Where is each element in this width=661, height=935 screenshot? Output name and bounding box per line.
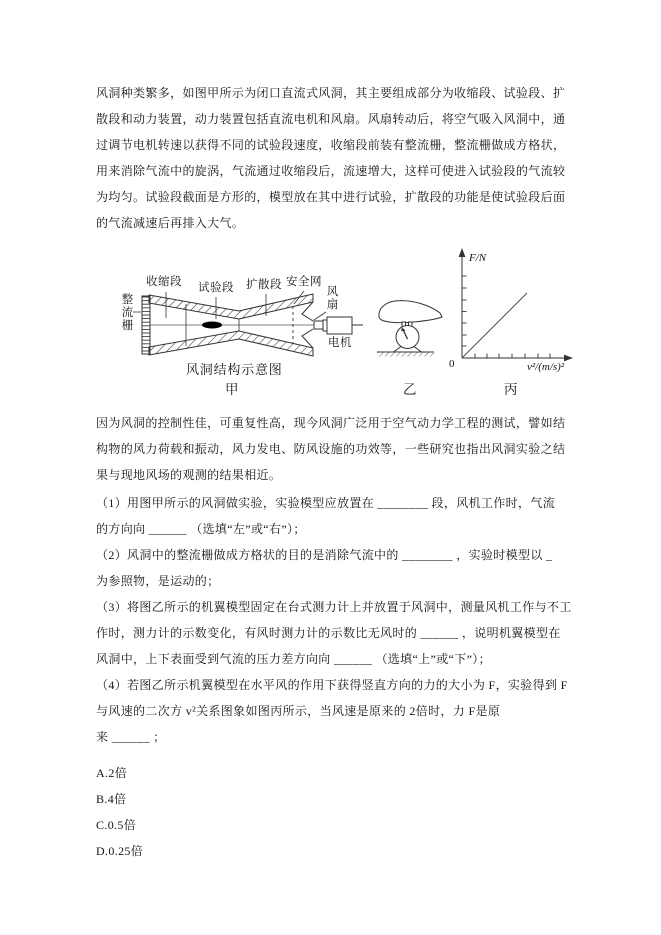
force-gauge <box>396 326 419 349</box>
y-axis-label: F/N <box>469 252 487 264</box>
question-1-line: 的方向向 ______ （选填“左”或“右”）； <box>96 522 306 536</box>
question-1-line: （1）用图甲所示的风洞做实验，实验模型应放置在 ________ 段，风机工作时，气流 <box>96 496 556 510</box>
figure-diagram <box>0 245 661 400</box>
origin-label: 0 <box>449 358 455 370</box>
question-4-line: 与风速的二次方 v²关系图象如图丙所示，当风速是原来的 2倍时，力 F是原 <box>96 704 501 718</box>
rectifier-label: 整流栅 <box>120 293 133 332</box>
context-paragraph <box>96 410 565 488</box>
intro-line: 风洞种类繁多，如图甲所示为闭口直流式风洞，其主要组成部分为收缩段、试验段、扩 <box>96 86 566 100</box>
question-4-line: 来 ______ ； <box>96 730 166 744</box>
figure-strip <box>0 245 661 400</box>
fan-hub <box>314 321 323 329</box>
intro-line: 散段和动力装置，动力装置包括直流电机和风扇。风扇转动后，将空气吸入风洞中，通 <box>96 112 566 126</box>
question-2-line: （2）风洞中的整流栅做成方格状的目的是消除气流中的 ________ ，实验时模型以 _ <box>96 548 553 562</box>
data-line <box>462 293 527 358</box>
rectifier-grid <box>142 296 150 354</box>
tunnel-bottom-wall <box>149 331 313 356</box>
diffuser-label: 扩散段 <box>246 279 282 291</box>
safety-net-label: 安全网 <box>286 276 322 288</box>
intro-line: 的气流减速后再排入大气。 <box>96 216 245 230</box>
motor-label: 电机 <box>328 337 352 349</box>
questions-block <box>96 490 572 750</box>
options-block <box>96 760 565 864</box>
wing-shape <box>379 301 442 323</box>
context-line: 果与现地风场的观测的结果相近。 <box>96 468 282 482</box>
question-2-line: 为参照物，是运动的； <box>96 574 220 588</box>
intro-line: 用来消除气流中的旋涡，气流通过收缩段后，流速增大，这样可使进入试验段的气流较 <box>96 164 566 178</box>
figure-tag-yi: 乙 <box>403 382 417 397</box>
option-c: C.0.5倍 <box>96 818 137 832</box>
tunnel-caption: 风洞结构示意图 <box>186 362 283 377</box>
option-a: A.2倍 <box>96 766 128 780</box>
motor-drawing <box>323 317 363 334</box>
intro-paragraph <box>96 80 565 236</box>
option-b: B.4倍 <box>96 792 127 806</box>
question-3-line: （3）将图乙所示的机翼模型固定在台式测力计上并放置于风洞中，测量风机工作与不工 <box>96 600 572 614</box>
question-3-line: 风洞中，上下表面受到气流的压力差方向向 ______ （选填“上”或“下”）； <box>96 652 491 666</box>
context-line: 因为风洞的控制性佳，可重复性高，现今风洞广泛用于空气动力学工程的测试，譬如结 <box>96 416 566 430</box>
tunnel-top-wall <box>149 294 313 319</box>
intro-line: 过调节电机转速以获得不同的试验段速度，收缩段前装有整流栅，整流栅做成方格状， <box>96 138 566 152</box>
fan-label: 风扇 <box>325 285 338 311</box>
y-axis-arrow-icon <box>459 248 466 257</box>
x-ticks <box>475 354 550 359</box>
context-line: 构物的风力荷载和振动，风力发电、防风设施的功效等，一些研究也指出风洞实验之结 <box>96 442 566 456</box>
question-3-line: 作时，测力计的示数变化，有风时测力计的示数比无风时的 ______ ，说明机翼模型在 <box>96 626 561 640</box>
figure-tag-jia: 甲 <box>225 382 239 397</box>
contraction-label: 收缩段 <box>146 276 182 288</box>
y-ticks <box>462 276 467 346</box>
test-model <box>202 322 222 329</box>
test-section-label: 试验段 <box>198 282 234 294</box>
x-axis-arrow-icon <box>564 355 573 362</box>
option-d: D.0.25倍 <box>96 844 144 858</box>
airfoil-drawing <box>377 301 442 357</box>
x-axis-label: v²/(m/s)² <box>527 361 565 373</box>
intro-line: 为均匀。试验段截面是方形的，模型放在其中进行试验，扩散段的功能是使试验段后面 <box>96 190 566 204</box>
figure-tag-bing: 丙 <box>504 382 518 397</box>
question-4-line: （4）若图乙所示机翼模型在水平风的作用下获得竖直方向的力的大小为 F，实验得到 F <box>96 678 568 692</box>
graph-axes <box>459 248 573 361</box>
ground-hatch <box>377 352 434 357</box>
